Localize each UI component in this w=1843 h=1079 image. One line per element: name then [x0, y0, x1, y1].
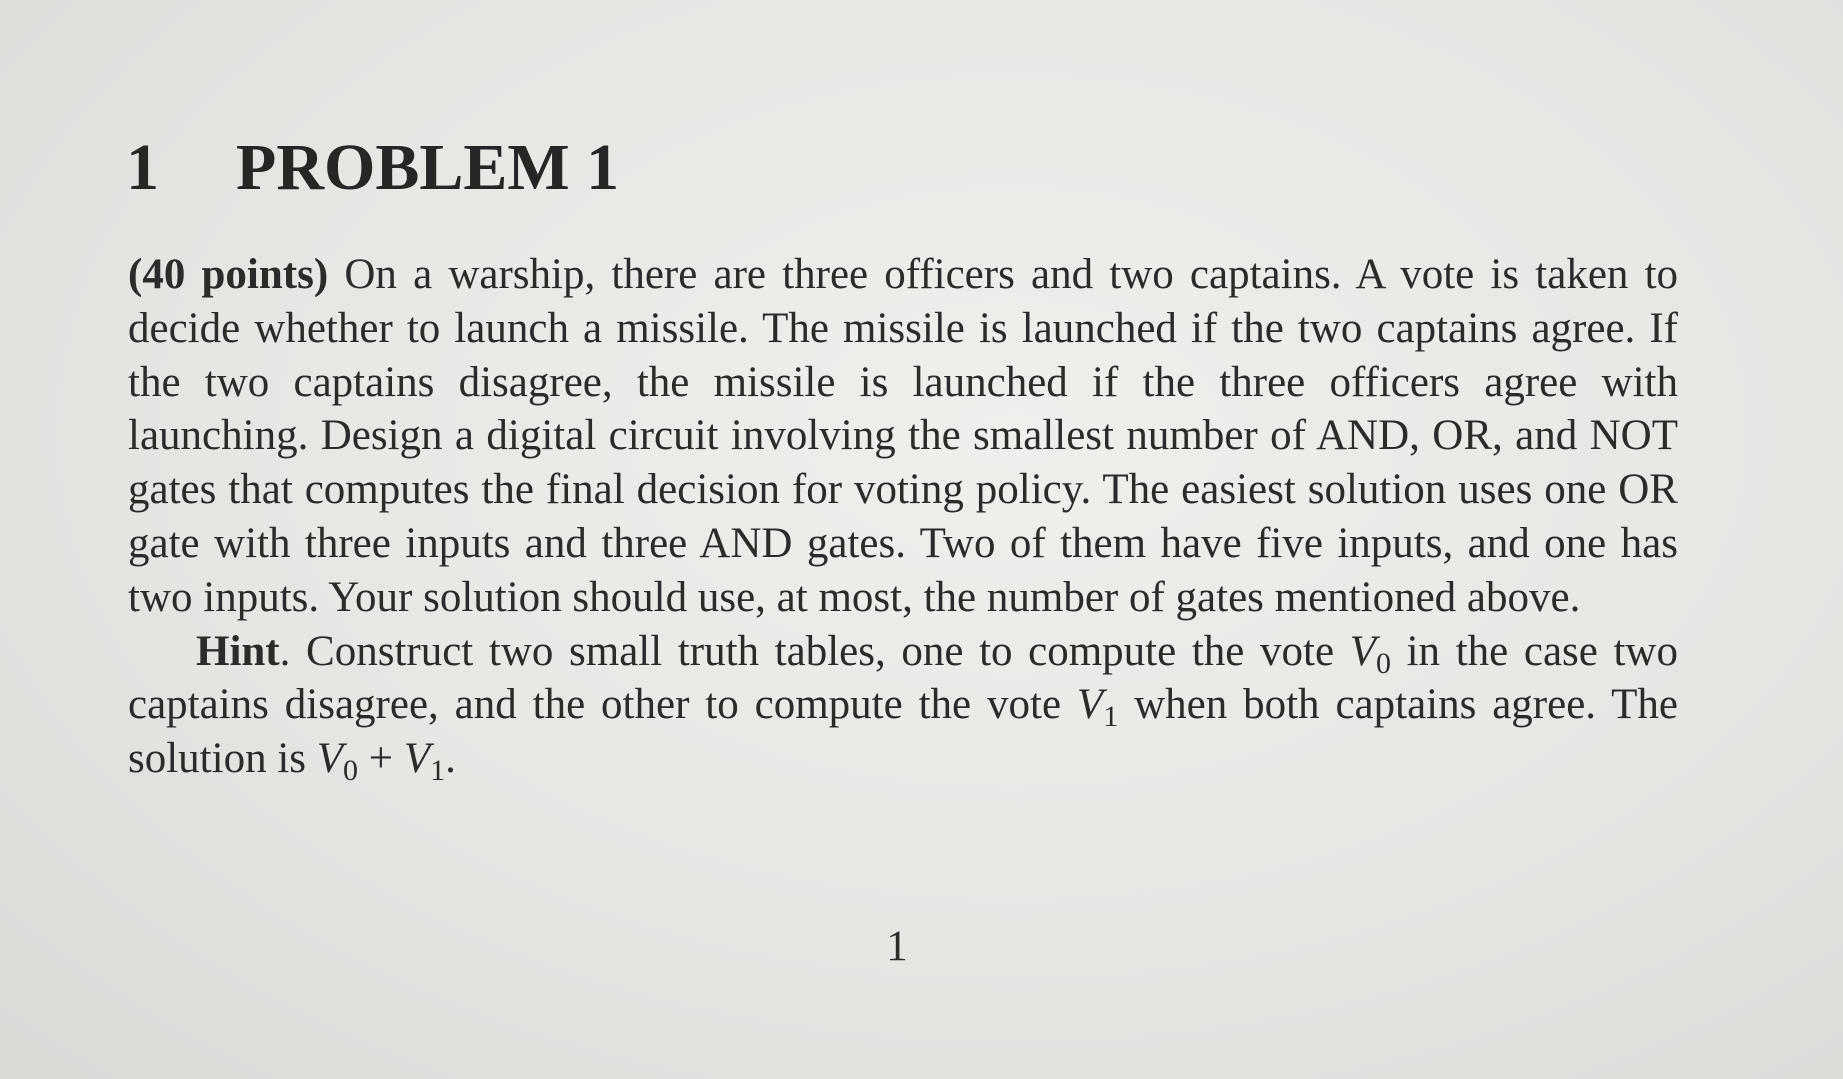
problem-text: On a warship, there are three officers and two captains. A vote is taken to decide whether to launch a missile. The missile is launched if the two captains agree. If the two captains disagree, the missile is launched if the three officers agree with launching. Design a digital circuit involving the smallest number of AND, OR, and NOT gates that computes the final decision for voting policy. The easiest solution uses one OR gate with three inputs and three AND gates. Two of them have five inputs, and one has two inputs. Your solution should use, at most, the number of gates mentioned above.	[128, 251, 1679, 621]
hint-text-part-2: in the case two captains disagree, and the other to compute the vote	[128, 627, 1678, 729]
hint-text-end: .	[445, 735, 456, 783]
points-label: (40 points)	[128, 251, 329, 298]
section-title: PROBLEM 1	[236, 131, 620, 204]
plus-sign: +	[358, 735, 404, 783]
hint-label: Hint	[196, 627, 280, 675]
v0-subscript: 0	[1375, 646, 1391, 680]
solution-v0-variable: V	[316, 735, 344, 783]
v1-variable: V	[1076, 681, 1104, 729]
solution-v1-subscript: 1	[430, 754, 446, 788]
page-number: 1	[886, 923, 908, 970]
solution-v1-variable: V	[403, 735, 431, 783]
hint-text-part-1: . Construct two small truth tables, one to compute the vote	[279, 627, 1350, 675]
v0-symbol	[1349, 627, 1391, 680]
solution-v1-symbol	[403, 735, 446, 788]
section-heading	[126, 128, 619, 208]
v0-variable: V	[1349, 627, 1376, 675]
hint-paragraph	[128, 625, 1678, 786]
section-number: 1	[126, 131, 159, 204]
problem-body	[128, 248, 1678, 786]
solution-v0-symbol	[316, 735, 359, 788]
v1-symbol	[1076, 681, 1119, 734]
v1-subscript: 1	[1103, 700, 1119, 734]
solution-v0-subscript: 0	[343, 754, 359, 788]
problem-paragraph	[128, 248, 1678, 625]
hint-text-part-3: when both captains agree. The solution is	[128, 681, 1679, 783]
